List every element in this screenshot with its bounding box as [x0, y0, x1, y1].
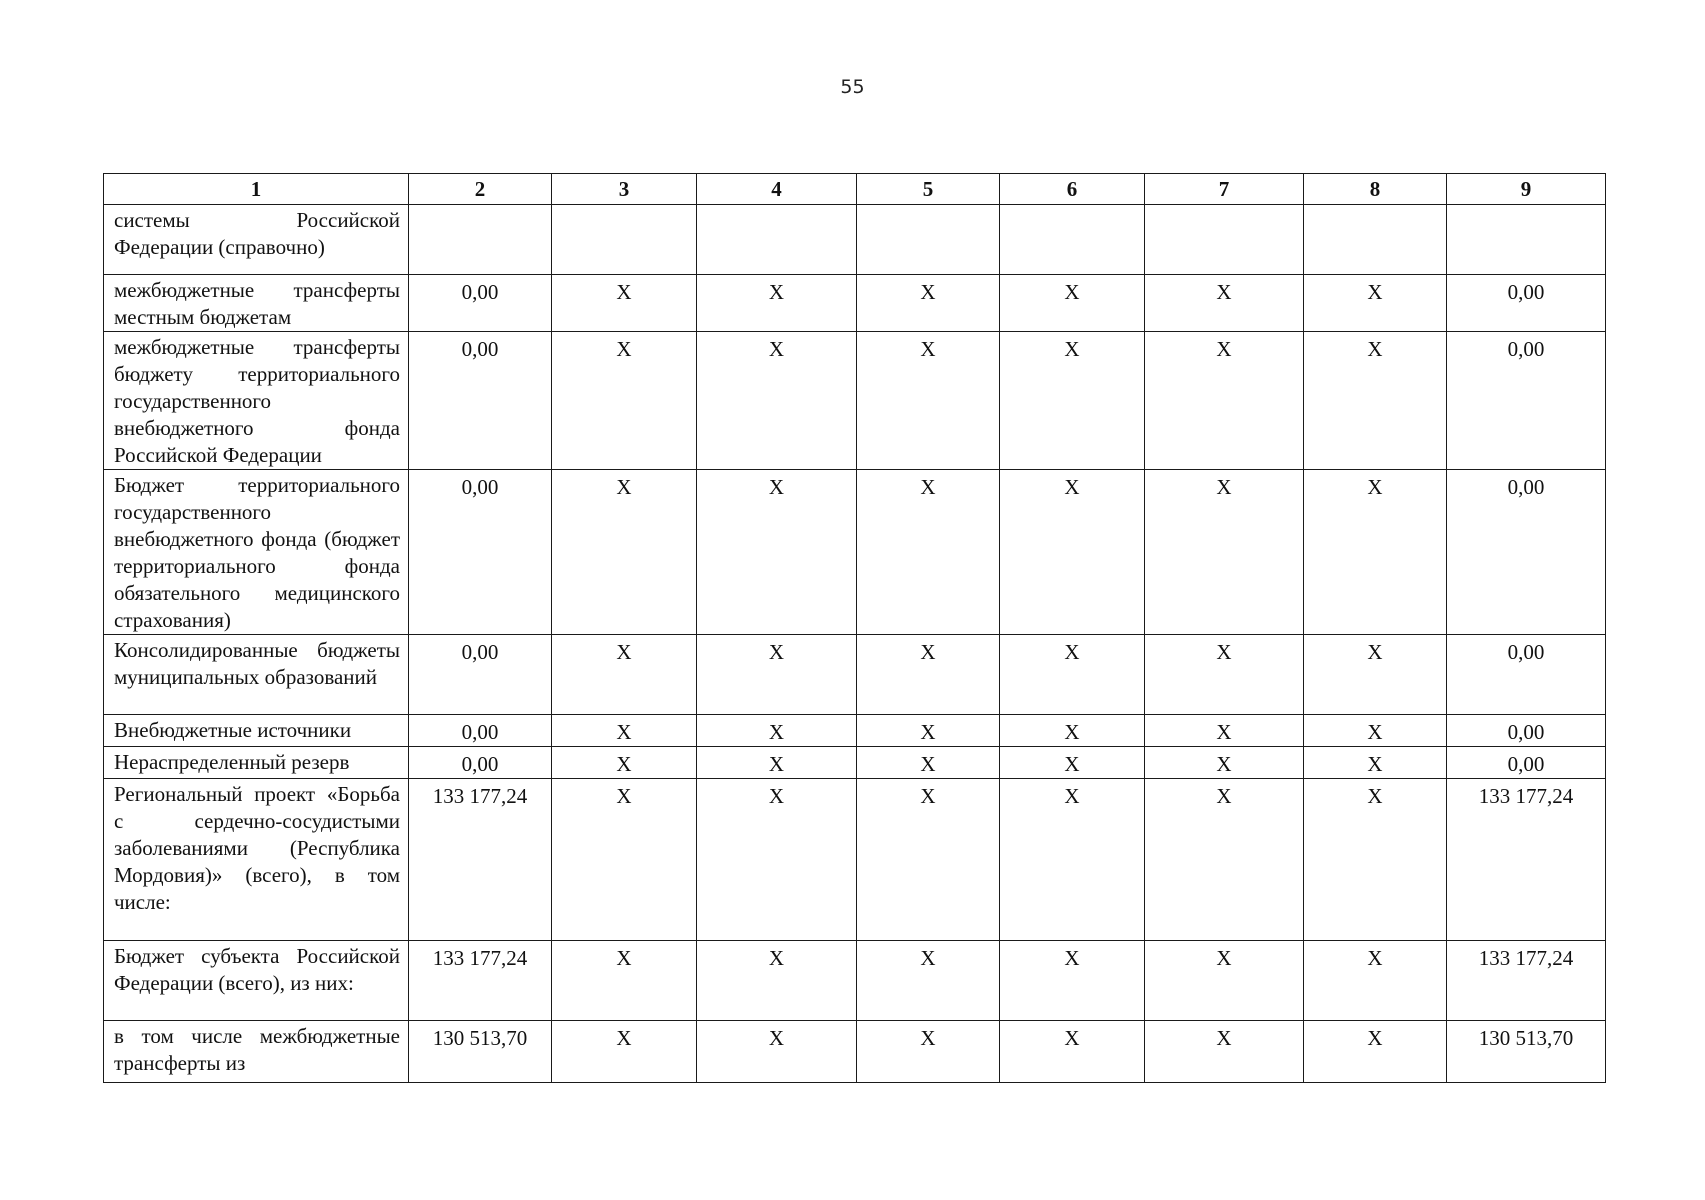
not-applicable-cell: X	[857, 470, 1000, 635]
value-cell	[697, 205, 857, 275]
not-applicable-cell: X	[552, 1021, 697, 1083]
not-applicable-cell: X	[857, 941, 1000, 1021]
not-applicable-cell: X	[1304, 1021, 1447, 1083]
not-applicable-cell: X	[1304, 470, 1447, 635]
table-body	[104, 205, 1606, 1083]
not-applicable-cell: X	[552, 941, 697, 1021]
not-applicable-cell: X	[552, 635, 697, 715]
value-cell: 0,00	[1447, 635, 1606, 715]
value-cell: 0,00	[409, 635, 552, 715]
row-label: Консолидированные бюджеты муниципальных образований	[104, 635, 409, 715]
not-applicable-cell: X	[697, 635, 857, 715]
not-applicable-cell: X	[1000, 779, 1145, 941]
not-applicable-cell: X	[1145, 1021, 1304, 1083]
not-applicable-cell: X	[1000, 470, 1145, 635]
not-applicable-cell: X	[857, 1021, 1000, 1083]
not-applicable-cell: X	[1145, 747, 1304, 779]
value-cell	[857, 205, 1000, 275]
not-applicable-cell: X	[552, 747, 697, 779]
row-label: системы Российской Федерации (справочно)	[104, 205, 409, 275]
column-header: 8	[1304, 174, 1447, 205]
not-applicable-cell: X	[1145, 715, 1304, 747]
not-applicable-cell: X	[1145, 470, 1304, 635]
not-applicable-cell: X	[1304, 332, 1447, 470]
value-cell: 130 513,70	[409, 1021, 552, 1083]
column-header: 1	[104, 174, 409, 205]
not-applicable-cell: X	[1145, 635, 1304, 715]
table-row	[104, 941, 1606, 1021]
row-label: межбюджетные трансферты бюджету территориального государственного внебюджетного фонда Российской Федерации	[104, 332, 409, 470]
not-applicable-cell: X	[552, 275, 697, 332]
not-applicable-cell: X	[1000, 747, 1145, 779]
value-cell: 0,00	[1447, 332, 1606, 470]
column-header: 9	[1447, 174, 1606, 205]
row-label: Региональный проект «Борьба с сердечно-сосудистыми заболеваниями (Республика Мордовия)» (всего), в том числе:	[104, 779, 409, 941]
table-row	[104, 635, 1606, 715]
column-header: 4	[697, 174, 857, 205]
value-cell: 0,00	[1447, 275, 1606, 332]
value-cell	[1304, 205, 1447, 275]
not-applicable-cell: X	[857, 715, 1000, 747]
table-header-row	[104, 174, 1606, 205]
not-applicable-cell: X	[1000, 941, 1145, 1021]
not-applicable-cell: X	[1000, 635, 1145, 715]
table-row	[104, 779, 1606, 941]
not-applicable-cell: X	[697, 941, 857, 1021]
table-row	[104, 332, 1606, 470]
not-applicable-cell: X	[697, 715, 857, 747]
not-applicable-cell: X	[697, 332, 857, 470]
value-cell: 133 177,24	[409, 941, 552, 1021]
row-label: межбюджетные трансферты местным бюджетам	[104, 275, 409, 332]
not-applicable-cell: X	[552, 715, 697, 747]
value-cell: 0,00	[1447, 715, 1606, 747]
not-applicable-cell: X	[552, 470, 697, 635]
value-cell: 0,00	[409, 332, 552, 470]
table-row	[104, 470, 1606, 635]
not-applicable-cell: X	[697, 1021, 857, 1083]
column-header: 3	[552, 174, 697, 205]
column-header: 2	[409, 174, 552, 205]
table-row	[104, 747, 1606, 779]
value-cell: 0,00	[409, 275, 552, 332]
not-applicable-cell: X	[857, 635, 1000, 715]
budget-table	[103, 173, 1606, 1083]
not-applicable-cell: X	[1145, 275, 1304, 332]
row-label: Бюджет субъекта Российской Федерации (всего), из них:	[104, 941, 409, 1021]
not-applicable-cell: X	[1145, 332, 1304, 470]
value-cell: 0,00	[409, 747, 552, 779]
value-cell	[1447, 205, 1606, 275]
not-applicable-cell: X	[697, 275, 857, 332]
value-cell: 0,00	[1447, 747, 1606, 779]
value-cell: 133 177,24	[409, 779, 552, 941]
not-applicable-cell: X	[1000, 1021, 1145, 1083]
not-applicable-cell: X	[1304, 941, 1447, 1021]
column-header: 5	[857, 174, 1000, 205]
not-applicable-cell: X	[1304, 715, 1447, 747]
row-label: Внебюджетные источники	[104, 715, 409, 747]
not-applicable-cell: X	[1145, 779, 1304, 941]
column-header: 7	[1145, 174, 1304, 205]
not-applicable-cell: X	[697, 470, 857, 635]
row-label: Нераспределенный резерв	[104, 747, 409, 779]
column-header: 6	[1000, 174, 1145, 205]
not-applicable-cell: X	[697, 747, 857, 779]
value-cell: 0,00	[1447, 470, 1606, 635]
not-applicable-cell: X	[857, 275, 1000, 332]
not-applicable-cell: X	[1304, 275, 1447, 332]
not-applicable-cell: X	[1145, 941, 1304, 1021]
not-applicable-cell: X	[1304, 635, 1447, 715]
not-applicable-cell: X	[1000, 332, 1145, 470]
not-applicable-cell: X	[1000, 275, 1145, 332]
not-applicable-cell: X	[1000, 715, 1145, 747]
not-applicable-cell: X	[552, 779, 697, 941]
row-label: в том числе межбюджетные трансферты из	[104, 1021, 409, 1083]
table-row	[104, 1021, 1606, 1083]
not-applicable-cell: X	[857, 779, 1000, 941]
not-applicable-cell: X	[552, 332, 697, 470]
value-cell: 0,00	[409, 715, 552, 747]
value-cell: 0,00	[409, 470, 552, 635]
value-cell: 133 177,24	[1447, 941, 1606, 1021]
value-cell	[409, 205, 552, 275]
not-applicable-cell: X	[697, 779, 857, 941]
not-applicable-cell: X	[1304, 779, 1447, 941]
row-label: Бюджет территориального государственного внебюджетного фонда (бюджет территориального фонда обязательного медицинского страхования)	[104, 470, 409, 635]
page-number: 55	[840, 76, 865, 98]
not-applicable-cell: X	[857, 332, 1000, 470]
table-row	[104, 715, 1606, 747]
table-row	[104, 275, 1606, 332]
table-row	[104, 205, 1606, 275]
value-cell	[1145, 205, 1304, 275]
value-cell	[1000, 205, 1145, 275]
value-cell: 130 513,70	[1447, 1021, 1606, 1083]
value-cell	[552, 205, 697, 275]
not-applicable-cell: X	[1304, 747, 1447, 779]
not-applicable-cell: X	[857, 747, 1000, 779]
value-cell: 133 177,24	[1447, 779, 1606, 941]
